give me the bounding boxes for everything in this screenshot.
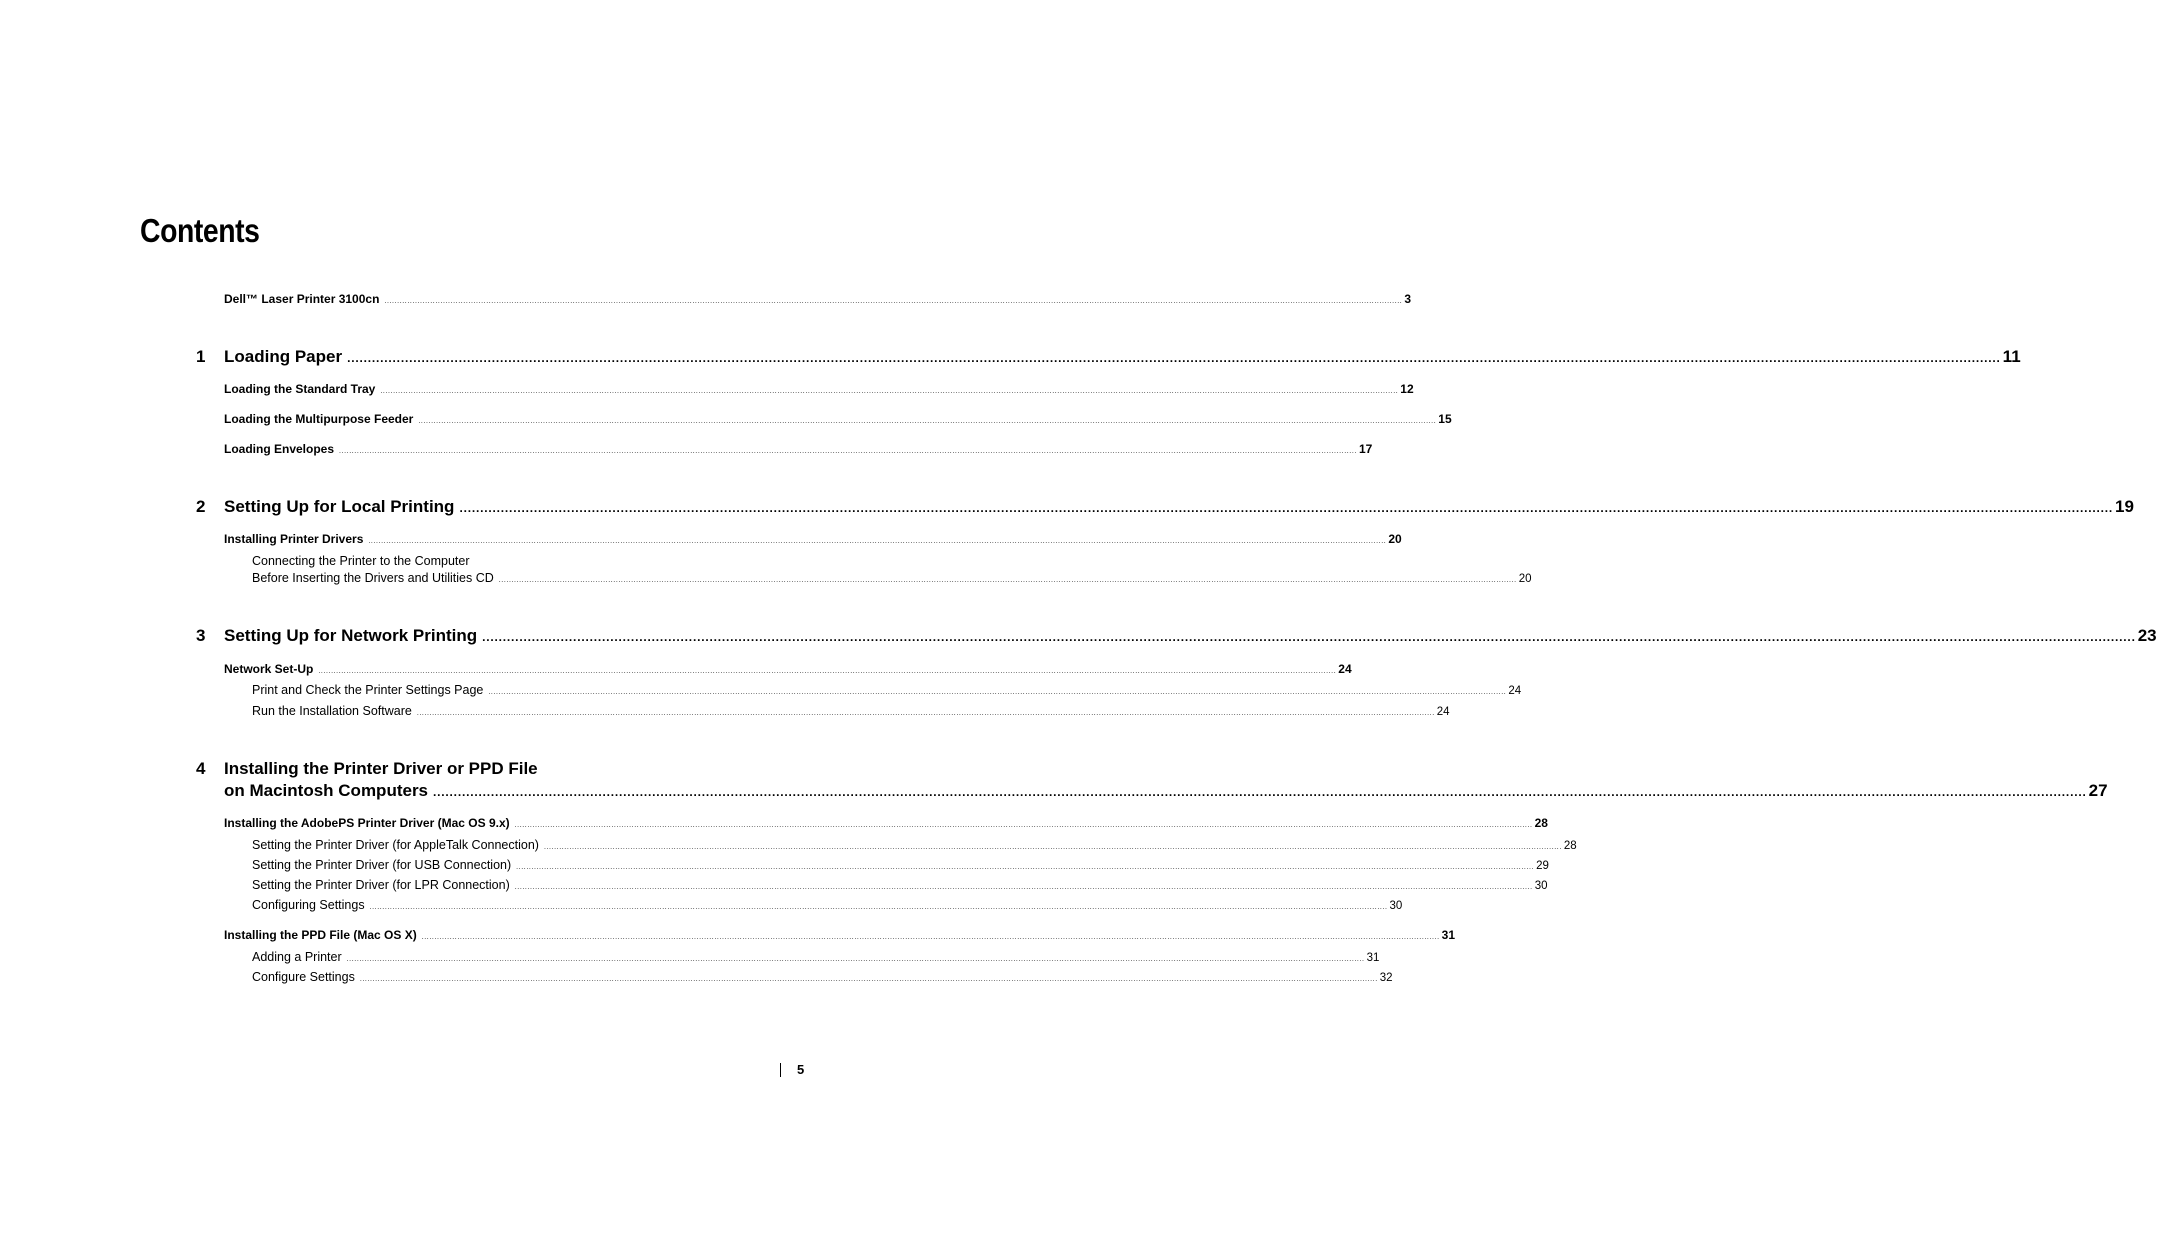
leader-dots: ................................................................................................................................................................................................................................................................................................................................................................................................................	[514, 822, 1533, 829]
toc-page-number: 12	[1400, 382, 1414, 396]
toc-section[interactable]	[224, 442, 1373, 456]
leader-dots: ................................................................................................................................................................................................................................................................................................................................................................................................................	[369, 904, 1388, 911]
toc-section[interactable]	[224, 662, 1352, 676]
leader-dots: ................................................................................................................................................................................................................................................................................................................................................................................................................	[433, 785, 2087, 799]
toc-chapter-1[interactable]	[224, 347, 2021, 367]
toc-subsection[interactable]	[252, 950, 1380, 964]
leader-dots: ................................................................................................................................................................................................................................................................................................................................................................................................................	[498, 577, 1517, 584]
leader-dots: ................................................................................................................................................................................................................................................................................................................................................................................................................	[482, 630, 2136, 644]
toc-chapter-3[interactable]	[224, 626, 2157, 646]
toc-subsection[interactable]	[252, 571, 1532, 585]
leader-dots: ................................................................................................................................................................................................................................................................................................................................................................................................................	[514, 884, 1533, 891]
leader-dots: ................................................................................................................................................................................................................................................................................................................................................................................................................	[339, 448, 1357, 455]
leader-dots: ................................................................................................................................................................................................................................................................................................................................................................................................................	[418, 418, 1437, 425]
toc-page-number: 19	[2115, 497, 2134, 516]
toc-page-number: 3	[1404, 292, 1412, 306]
leader-dots: ................................................................................................................................................................................................................................................................................................................................................................................................................	[543, 844, 1562, 851]
toc-subsection[interactable]	[252, 970, 1393, 984]
toc-entry-label: Installing the PPD File (Mac OS X)	[224, 928, 417, 942]
toc-page-number: 20	[1388, 532, 1402, 546]
leader-dots: ................................................................................................................................................................................................................................................................................................................................................................................................................	[318, 668, 1337, 675]
toc-entry-label: Loading the Multipurpose Feeder	[224, 412, 414, 426]
footer-page-number: 5	[797, 1062, 805, 1077]
toc-section[interactable]	[224, 816, 1548, 830]
toc-page-number: 24	[1508, 685, 1522, 697]
toc-entry-label: Installing Printer Drivers	[224, 532, 364, 546]
footer-divider	[780, 1063, 781, 1077]
leader-dots: ................................................................................................................................................................................................................................................................................................................................................................................................................	[347, 351, 2001, 365]
leader-dots: ................................................................................................................................................................................................................................................................................................................................................................................................................	[488, 689, 1507, 696]
toc-page-number: 20	[1518, 573, 1532, 585]
toc-section[interactable]	[224, 412, 1452, 426]
leader-dots: ................................................................................................................................................................................................................................................................................................................................................................................................................	[516, 864, 1535, 871]
toc-entry-label: Configuring Settings	[252, 898, 365, 912]
toc-entry-label: Setting the Printer Driver (for LPR Connection)	[252, 878, 510, 892]
toc-page-number: 24	[1338, 662, 1352, 676]
leader-dots: ................................................................................................................................................................................................................................................................................................................................................................................................................	[421, 934, 1440, 941]
toc-section[interactable]	[224, 928, 1455, 942]
toc-entry-label: Print and Check the Printer Settings Page	[252, 683, 484, 697]
toc-page-number: 31	[1441, 928, 1455, 942]
leader-dots: ................................................................................................................................................................................................................................................................................................................................................................................................................	[384, 298, 1403, 305]
toc-subsection-line1: Connecting the Printer to the Computer	[252, 554, 470, 568]
toc-page-number: 23	[2137, 626, 2157, 645]
chapter-number: 1	[196, 347, 206, 366]
chapter-title: Setting Up for Local Printing	[224, 497, 455, 516]
toc-page-number: 28	[1563, 840, 1577, 852]
toc-entry-front[interactable]	[224, 292, 1412, 306]
leader-dots: ................................................................................................................................................................................................................................................................................................................................................................................................................	[368, 538, 1387, 545]
toc-entry-label: Loading the Standard Tray	[224, 382, 376, 396]
leader-dots: ................................................................................................................................................................................................................................................................................................................................................................................................................	[416, 710, 1435, 717]
chapter-number: 2	[196, 497, 206, 516]
toc-page-number: 28	[1534, 816, 1548, 830]
toc-entry-label: Dell™ Laser Printer 3100cn	[224, 292, 380, 306]
toc-chapter-2[interactable]	[224, 497, 2134, 517]
chapter-title: Setting Up for Network Printing	[224, 626, 478, 645]
toc-entry-label: Setting the Printer Driver (for AppleTalk Connection)	[252, 838, 539, 852]
toc-subsection[interactable]	[252, 858, 1549, 872]
toc-page-number: 30	[1534, 880, 1548, 892]
leader-dots: ................................................................................................................................................................................................................................................................................................................................................................................................................	[380, 388, 1399, 395]
toc-entry-label: Loading Envelopes	[224, 442, 335, 456]
toc-entry-label: Installing the AdobePS Printer Driver (Mac OS 9.x)	[224, 816, 510, 830]
toc-subsection[interactable]	[252, 898, 1403, 912]
toc-subsection[interactable]	[252, 683, 1522, 697]
toc-page-number: 32	[1379, 972, 1393, 984]
toc-page-number: 29	[1536, 860, 1549, 872]
toc-section[interactable]	[224, 382, 1414, 396]
toc-chapter-4[interactable]	[224, 781, 2108, 801]
toc-entry-label: Run the Installation Software	[252, 704, 412, 718]
toc-entry-label: Configure Settings	[252, 970, 355, 984]
toc-page-number: 17	[1358, 442, 1373, 456]
chapter-number: 3	[196, 626, 206, 645]
chapter-title: Loading Paper	[224, 347, 343, 366]
toc-page-number: 24	[1436, 706, 1450, 718]
toc-subsection[interactable]	[252, 704, 1450, 718]
toc-page-number: 31	[1366, 952, 1380, 964]
leader-dots: ................................................................................................................................................................................................................................................................................................................................................................................................................	[346, 956, 1365, 963]
toc-subsection[interactable]	[252, 878, 1548, 892]
toc-entry-label: Network Set-Up	[224, 662, 314, 676]
chapter-title: on Macintosh Computers	[224, 781, 429, 800]
leader-dots: ................................................................................................................................................................................................................................................................................................................................................................................................................	[459, 501, 2114, 515]
toc-page-number: 30	[1389, 900, 1403, 912]
chapter-title-line1: Installing the Printer Driver or PPD File	[224, 759, 538, 778]
toc-page-number: 15	[1438, 412, 1452, 426]
chapter-number: 4	[196, 759, 206, 778]
leader-dots: ................................................................................................................................................................................................................................................................................................................................................................................................................	[359, 976, 1378, 983]
toc-entry-label: Before Inserting the Drivers and Utilities CD	[252, 571, 494, 585]
toc-section[interactable]	[224, 532, 1402, 546]
toc-entry-label: Adding a Printer	[252, 950, 342, 964]
toc-subsection[interactable]	[252, 838, 1577, 852]
toc-entry-label: Setting the Printer Driver (for USB Connection)	[252, 858, 512, 872]
toc-page-number: 11	[2002, 347, 2021, 366]
toc-page-number: 27	[2088, 781, 2108, 800]
page-title: Contents	[140, 212, 260, 249]
